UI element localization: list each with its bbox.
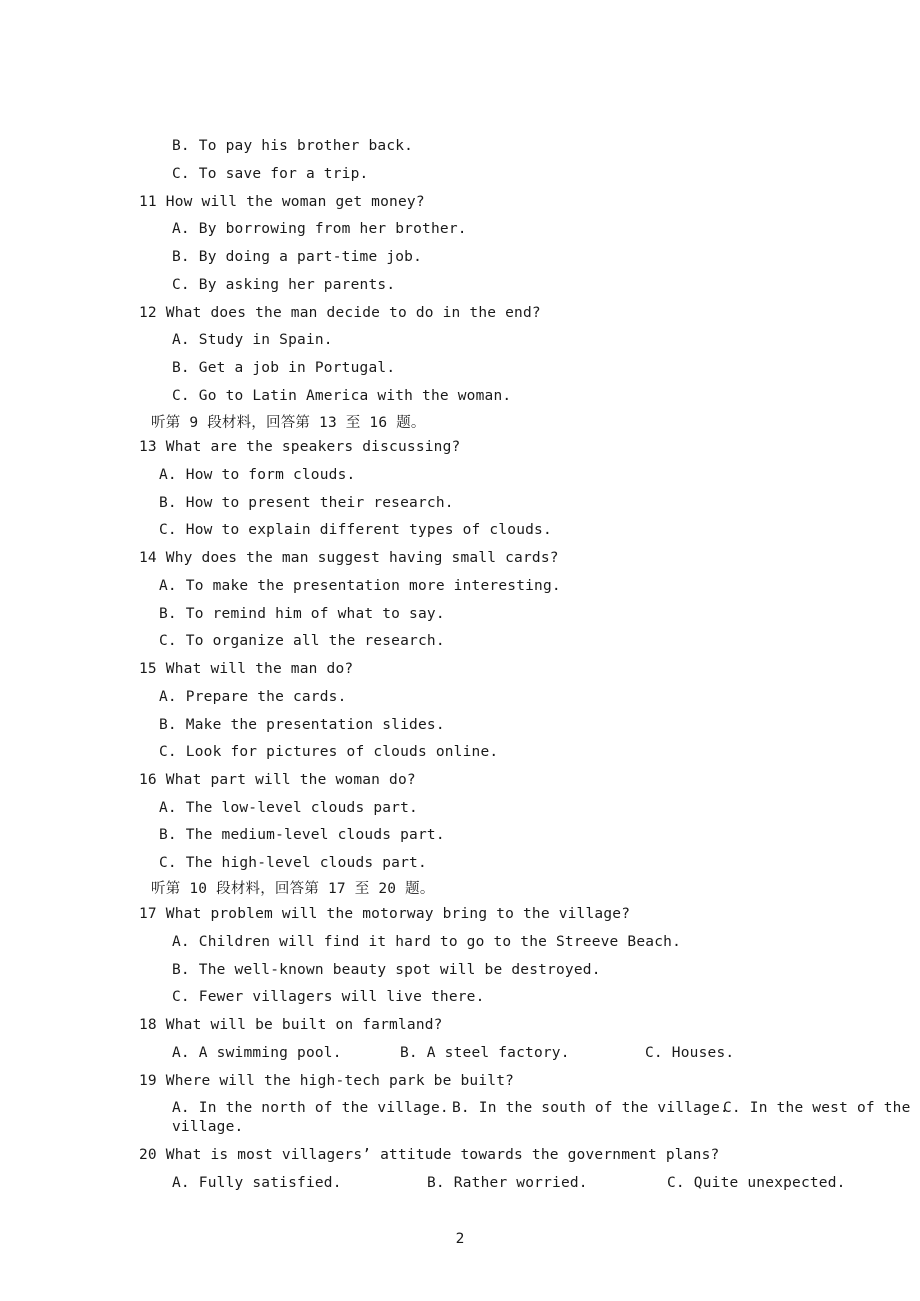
- option-13c: C. How to explain different types of clouds.: [159, 522, 552, 538]
- option-13b: B. How to present their research.: [159, 495, 454, 511]
- option-16c: C. The high-level clouds part.: [159, 855, 427, 871]
- option-17c: C. Fewer villagers will live there.: [172, 989, 485, 1005]
- question-12: 12 What does the man decide to do in the end?: [139, 305, 541, 321]
- option-17b: B. The well-known beauty spot will be destroyed.: [172, 962, 601, 978]
- option-16b: B. The medium-level clouds part.: [159, 827, 445, 843]
- option-16a: A. The low-level clouds part.: [159, 800, 418, 816]
- question-16: 16 What part will the woman do?: [139, 772, 416, 788]
- question-17: 17 What problem will the motorway bring to the village?: [139, 906, 631, 922]
- option-18b: B. A steel factory.: [400, 1045, 570, 1061]
- option-11c: C. By asking her parents.: [172, 277, 396, 293]
- option-15b: B. Make the presentation slides.: [159, 717, 445, 733]
- option-20c: C. Quite unexpected.: [667, 1175, 846, 1191]
- option-18a: A. A swimming pool.: [172, 1045, 342, 1061]
- option-10c: C. To save for a trip.: [172, 166, 369, 182]
- option-11a: A. By borrowing from her brother.: [172, 221, 467, 237]
- question-14: 14 Why does the man suggest having small cards?: [139, 550, 559, 566]
- option-14a: A. To make the presentation more interesting.: [159, 578, 561, 594]
- option-17a: A. Children will find it hard to go to the Streeve Beach.: [172, 934, 681, 950]
- option-20a: A. Fully satisfied.: [172, 1175, 342, 1191]
- option-14b: B. To remind him of what to say.: [159, 606, 445, 622]
- page-number: 2: [455, 1231, 465, 1247]
- option-19c-continued: village.: [172, 1119, 244, 1135]
- option-12b: B. Get a job in Portugal.: [172, 360, 396, 376]
- option-13a: A. How to form clouds.: [159, 467, 356, 483]
- option-15c: C. Look for pictures of clouds online.: [159, 744, 499, 760]
- option-19b: B. In the south of the village.: [452, 1100, 729, 1116]
- option-15a: A. Prepare the cards.: [159, 689, 347, 705]
- question-20: 20 What is most villagers’ attitude towards the government plans?: [139, 1147, 720, 1163]
- option-19c: C. In the west of the: [723, 1100, 911, 1116]
- option-18c: C. Houses.: [645, 1045, 735, 1061]
- option-12a: A. Study in Spain.: [172, 332, 333, 348]
- option-19a: A. In the north of the village.: [172, 1100, 449, 1116]
- section-heading-9: 听第 9 段材料，回答第 13 至 16 题。: [151, 415, 426, 431]
- question-18: 18 What will be built on farmland?: [139, 1017, 443, 1033]
- question-13: 13 What are the speakers discussing?: [139, 439, 461, 455]
- question-11: 11 How will the woman get money?: [139, 194, 425, 210]
- option-11b: B. By doing a part-time job.: [172, 249, 423, 265]
- option-10b: B. To pay his brother back.: [172, 138, 414, 154]
- option-12c: C. Go to Latin America with the woman.: [172, 388, 512, 404]
- question-19: 19 Where will the high-tech park be built?: [139, 1073, 515, 1089]
- section-heading-10: 听第 10 段材料，回答第 17 至 20 题。: [151, 881, 435, 897]
- question-15: 15 What will the man do?: [139, 661, 354, 677]
- option-14c: C. To organize all the research.: [159, 633, 445, 649]
- option-20b: B. Rather worried.: [427, 1175, 588, 1191]
